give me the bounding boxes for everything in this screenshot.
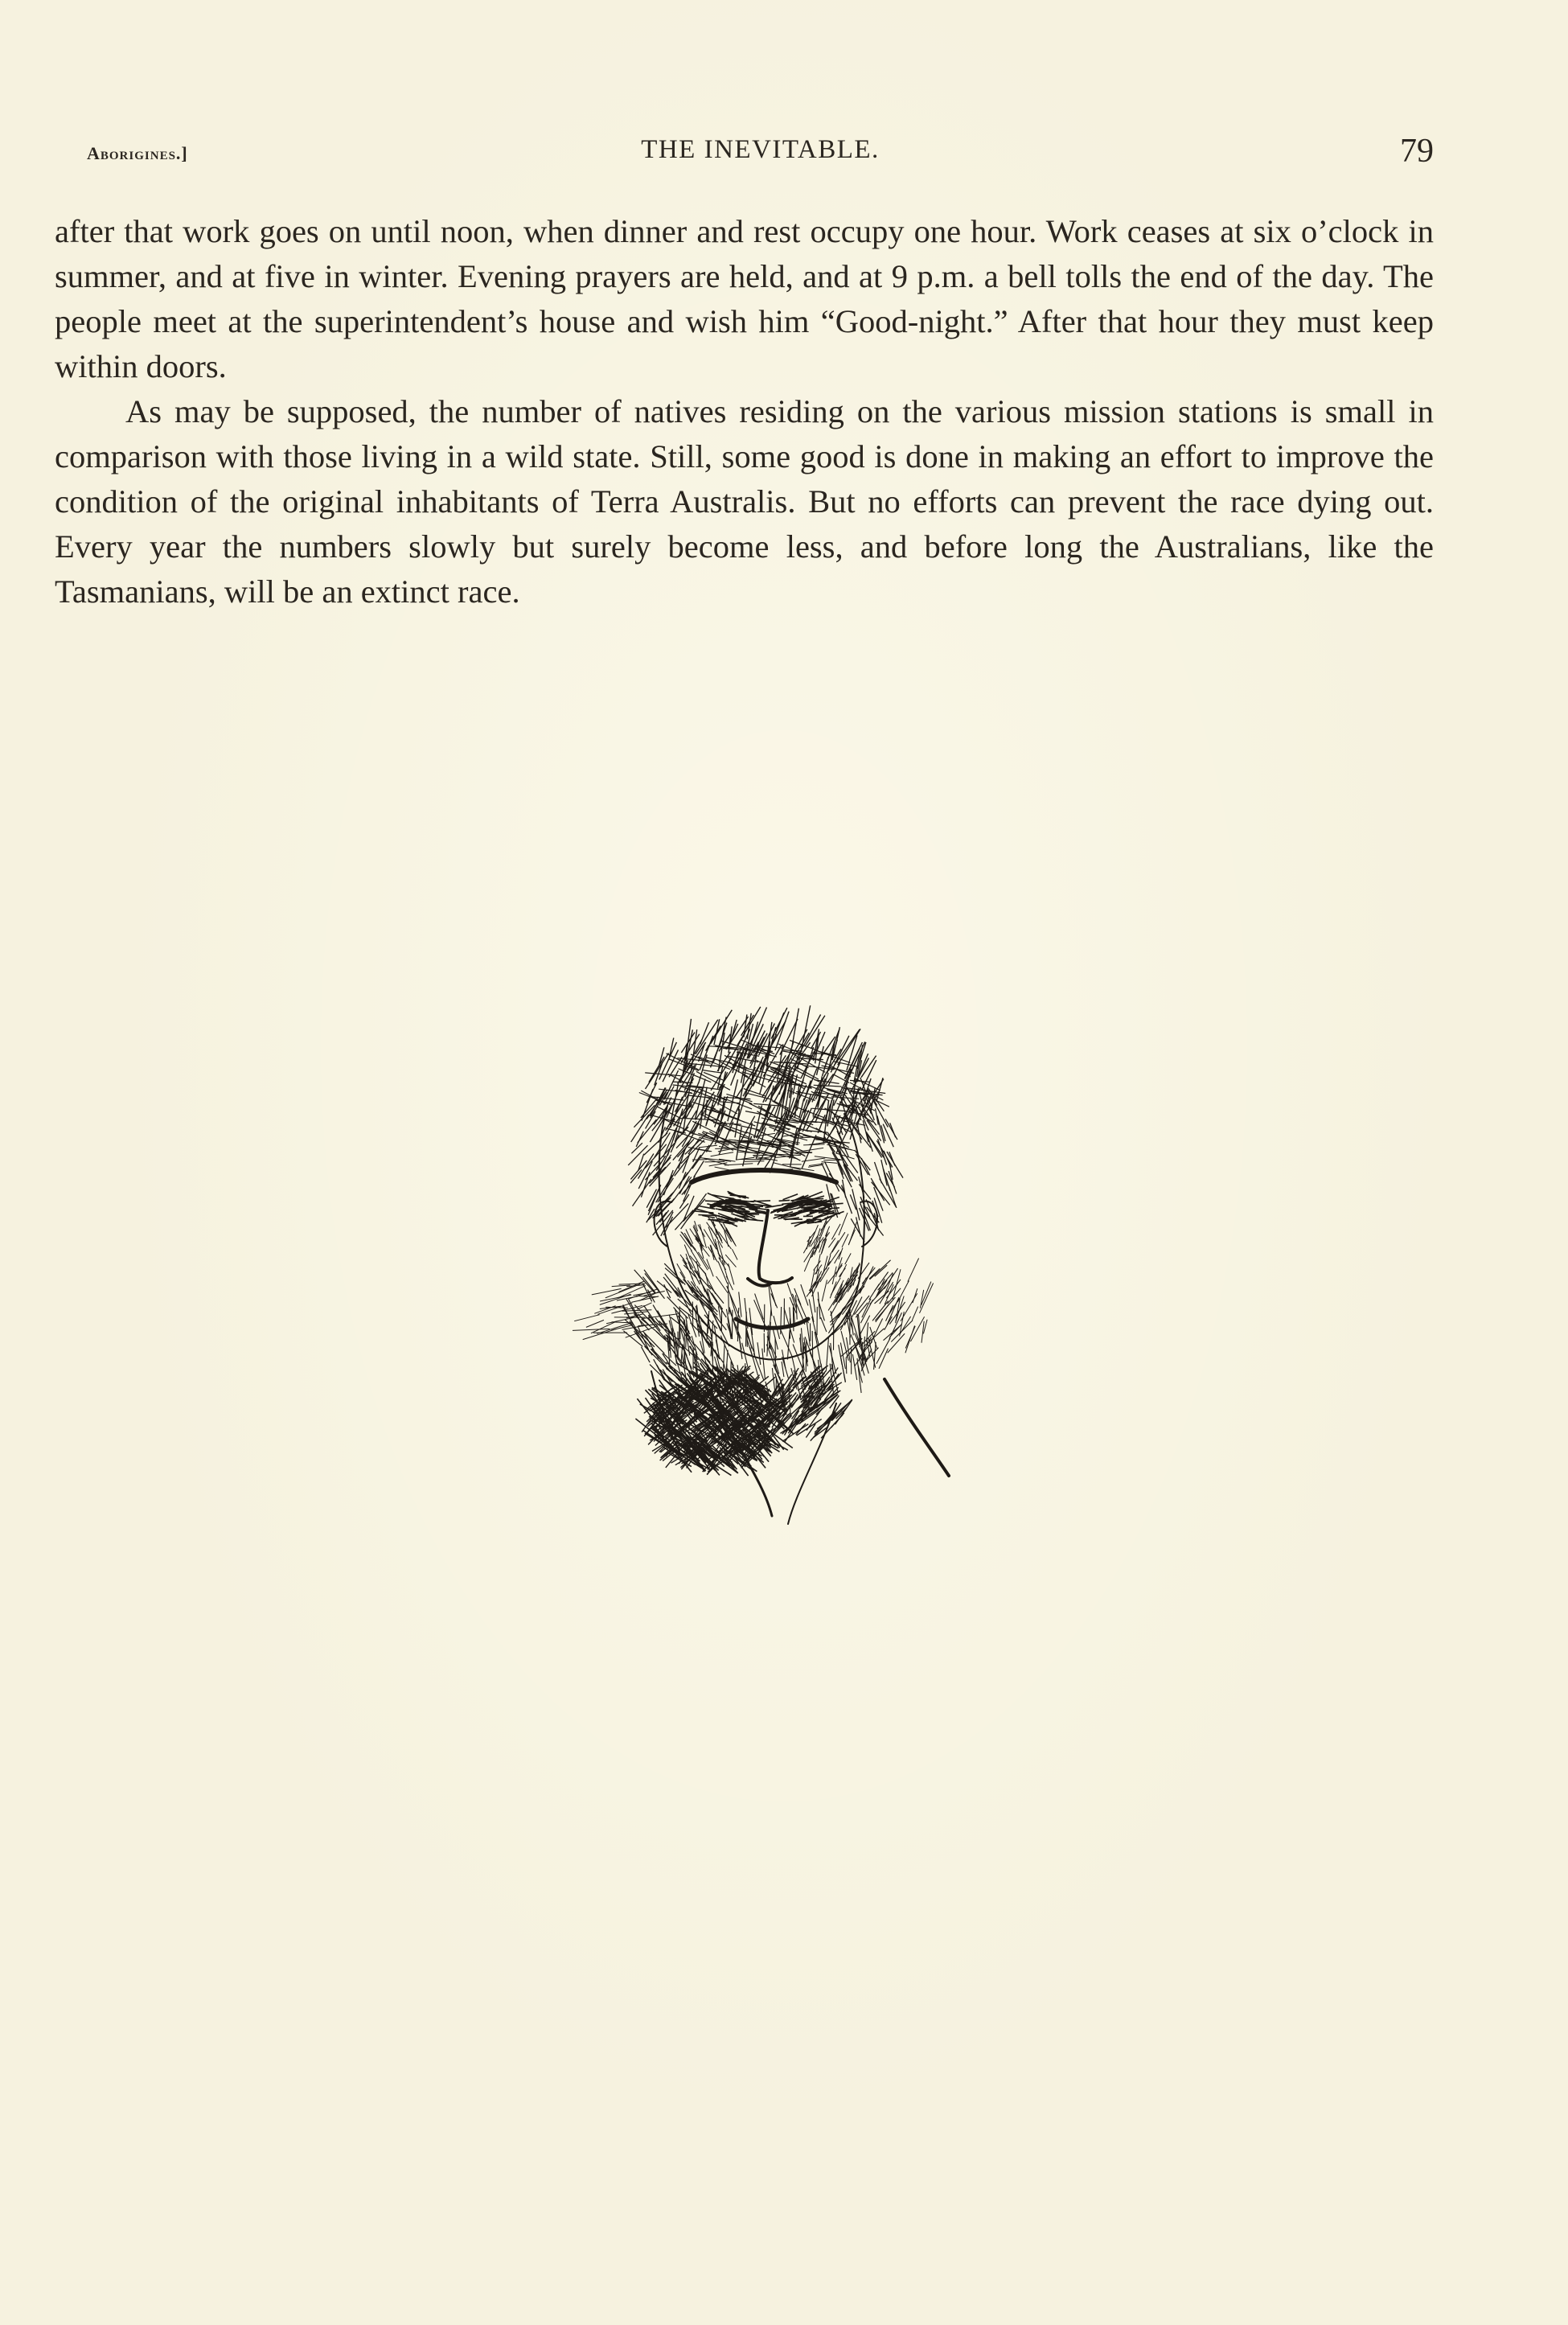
portrait-sketch-icon: [531, 1001, 1013, 1548]
section-label: Aborigines.]: [87, 143, 188, 163]
running-head: [87, 135, 1434, 170]
paragraph: As may be supposed, the number of natives residing on the various mission stations is small in comparison with those living in a wild state. Still, some good is done in making an effort to improve the condition of the original inhabitants of Terra Australis. But no efforts can prevent the race dying out. Every year the numbers slowly but surely become less, and before long the Australians, like the Tasmanians, will be an extinct race.: [55, 393, 1434, 610]
page-heading: THE INEVITABLE.: [641, 135, 880, 164]
page-number: 79: [1400, 133, 1434, 170]
paragraph-continuation: after that work goes on until noon, when dinner and rest occupy one hour. Work ceases at six o’clock in summer, and at five in winter. Evening prayers are held, and at 9 p.m. a bell tolls the end of the day. The people meet at the superintendent’s house and wish him “Good-night.” After that hour they must keep within doors.: [55, 213, 1434, 384]
body-text: [55, 209, 1434, 614]
